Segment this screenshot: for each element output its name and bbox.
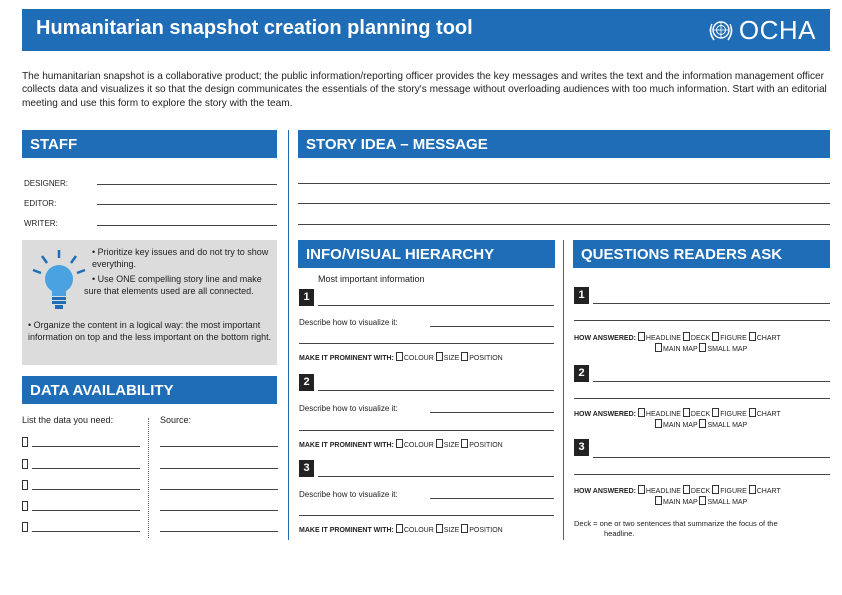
most-important-label: Most important information [318,274,425,284]
colour-option: COLOUR [403,442,434,449]
editor-label: EDITOR: [24,199,57,208]
question-field-2[interactable] [593,381,830,382]
describe-label-2: Describe how to visualize it: [299,404,398,413]
position-option: POSITION [469,355,503,362]
size-checkbox[interactable] [436,524,443,533]
describe-label-3: Describe how to visualize it: [299,490,398,499]
small-map-checkbox[interactable] [699,343,706,352]
figure-checkbox[interactable] [712,408,719,417]
colour-checkbox[interactable] [396,524,403,533]
questions-header [573,240,830,268]
designer-label: DESIGNER: [24,179,69,188]
colour-checkbox[interactable] [396,352,403,361]
data-source-field[interactable] [160,510,278,511]
position-option: POSITION [469,442,503,449]
chart-option: CHART [756,488,781,495]
hierarchy-number-2: 2 [299,374,314,391]
editor-field[interactable] [97,204,277,205]
headline-option: HEADLINE [645,488,681,495]
size-option: SIZE [443,527,460,534]
headline-option: HEADLINE [645,335,681,342]
headline-checkbox[interactable] [638,408,645,417]
question-field-1[interactable] [593,303,830,304]
deck-option: DECK [690,488,711,495]
deck-note-line-1: Deck = one or two sentences that summarize the focus of the [574,519,778,528]
how-answered-label: HOW ANSWERED: [574,411,636,418]
how-answered-label: HOW ANSWERED: [574,488,636,495]
prominent-row-1 [299,352,503,362]
headline-checkbox[interactable] [638,485,645,494]
question-number-3: 3 [574,439,589,456]
writer-label: WRITER: [24,219,58,228]
headline-checkbox[interactable] [638,332,645,341]
lightbulb-icon [30,248,88,312]
size-checkbox[interactable] [436,439,443,448]
ocha-logo [706,14,816,46]
chart-checkbox[interactable] [749,485,756,494]
data-source-field[interactable] [160,468,278,469]
figure-checkbox[interactable] [712,485,719,494]
how-answered-row-3 [574,485,781,495]
story-idea-header [298,130,830,158]
writer-field[interactable] [97,225,277,226]
describe-field-3[interactable] [430,498,554,499]
deck-checkbox[interactable] [683,485,690,494]
position-checkbox[interactable] [461,439,468,448]
hierarchy-title: INFO/VISUAL HIERARCHY [306,246,495,263]
logo-text: OCHA [738,14,816,45]
size-checkbox[interactable] [436,352,443,361]
small-map-option: SMALL MAP [707,422,748,429]
small-map-option: SMALL MAP [707,499,748,506]
list-data-label: List the data you need: [22,415,114,425]
un-emblem-icon [706,15,736,45]
position-checkbox[interactable] [461,352,468,361]
main-map-option: MAIN MAP [663,422,698,429]
page-title: Humanitarian snapshot creation planning tool [36,17,473,39]
figure-option: FIGURE [720,411,747,418]
figure-checkbox[interactable] [712,332,719,341]
small-map-option: SMALL MAP [707,346,748,353]
describe-field-1[interactable] [430,326,554,327]
data-need-field[interactable] [32,510,140,511]
tip-storyline: • Use ONE compelling story line and make sure that elements used are all connected. [84,274,262,296]
deck-checkbox[interactable] [683,408,690,417]
data-source-field[interactable] [160,446,278,447]
chart-checkbox[interactable] [749,408,756,417]
deck-option: DECK [690,335,711,342]
deck-note-line-2: headline. [604,529,635,538]
question-extra-field-3[interactable] [574,474,830,475]
main-map-checkbox[interactable] [655,343,662,352]
data-source-field[interactable] [160,531,278,532]
data-need-field[interactable] [32,489,140,490]
header-banner [22,9,830,51]
position-checkbox[interactable] [461,524,468,533]
tip-prioritize: • Prioritize key issues and do not try to show everything. [92,247,269,269]
main-map-option: MAIN MAP [663,346,698,353]
source-label: Source: [160,415,192,425]
main-map-option: MAIN MAP [663,499,698,506]
staff-title: STAFF [30,136,78,153]
describe-label-1: Describe how to visualize it: [299,318,398,327]
deck-checkbox[interactable] [683,332,690,341]
intro-paragraph: The humanitarian snapshot is a collaborative product; the public information/reporting officer provides the key messages and writes the text and the information management officer collects data and visualizes it so that the design communicates the essentials of the story's message without overloading audiences with too much information. Start with an editorial meeting and use this form to explore the story with the team. [22,71,827,109]
data-source-field[interactable] [160,489,278,490]
prominent-label: MAKE IT PROMINENT WITH: [299,442,394,449]
figure-option: FIGURE [720,335,747,342]
hierarchy-info-field-2[interactable] [318,390,554,391]
how-answered-label: HOW ANSWERED: [574,335,636,342]
hierarchy-number-1: 1 [299,289,314,306]
how-answered-row-1b [655,343,747,353]
describe-field-2[interactable] [430,412,554,413]
small-map-checkbox[interactable] [699,419,706,428]
question-number-2: 2 [574,365,589,382]
headline-option: HEADLINE [645,411,681,418]
hierarchy-number-3: 3 [299,460,314,477]
question-field-3[interactable] [593,457,830,458]
how-answered-row-2b [655,419,747,429]
question-extra-field-2[interactable] [574,398,830,399]
prominent-row-2 [299,439,503,449]
column-divider-left [288,130,289,540]
how-answered-row-2 [574,408,781,418]
main-map-checkbox[interactable] [655,419,662,428]
data-checkbox[interactable] [22,480,28,490]
prominent-label: MAKE IT PROMINENT WITH: [299,527,394,534]
data-availability-title: DATA AVAILABILITY [30,382,174,399]
data-column-divider [148,418,149,538]
data-availability-header [22,376,277,404]
position-option: POSITION [469,527,503,534]
story-idea-title: STORY IDEA – MESSAGE [306,136,488,153]
small-map-checkbox[interactable] [699,496,706,505]
colour-option: COLOUR [403,355,434,362]
prominent-row-3 [299,524,503,534]
staff-header [22,130,277,158]
tips-box [22,240,277,365]
main-map-checkbox[interactable] [655,496,662,505]
deck-option: DECK [690,411,711,418]
chart-option: CHART [756,411,781,418]
describe-extra-field-2[interactable] [299,430,554,431]
how-answered-row-3b [655,496,747,506]
figure-option: FIGURE [720,488,747,495]
colour-option: COLOUR [403,527,434,534]
data-checkbox[interactable] [22,522,28,532]
questions-title: QUESTIONS READERS ASK [581,246,783,263]
size-option: SIZE [443,442,460,449]
story-line-3[interactable] [298,224,830,225]
data-need-field[interactable] [32,446,140,447]
describe-extra-field-3[interactable] [299,515,554,516]
designer-field[interactable] [97,184,277,185]
data-need-field[interactable] [32,468,140,469]
question-number-1: 1 [574,287,589,304]
hierarchy-info-field-3[interactable] [318,476,554,477]
describe-extra-field-1[interactable] [299,343,554,344]
hierarchy-info-field-1[interactable] [318,305,554,306]
data-need-field[interactable] [32,531,140,532]
tip-organize: • Organize the content in a logical way: the most important information on top and the less important on the bottom right. [28,320,272,342]
hierarchy-header [298,240,555,268]
chart-checkbox[interactable] [749,332,756,341]
story-line-1[interactable] [298,183,830,184]
prominent-label: MAKE IT PROMINENT WITH: [299,355,394,362]
data-checkbox[interactable] [22,437,28,447]
data-checkbox[interactable] [22,501,28,511]
question-extra-field-1[interactable] [574,320,830,321]
column-divider-right [563,240,564,540]
size-option: SIZE [443,355,460,362]
chart-option: CHART [756,335,781,342]
colour-checkbox[interactable] [396,439,403,448]
story-line-2[interactable] [298,203,830,204]
data-checkbox[interactable] [22,459,28,469]
